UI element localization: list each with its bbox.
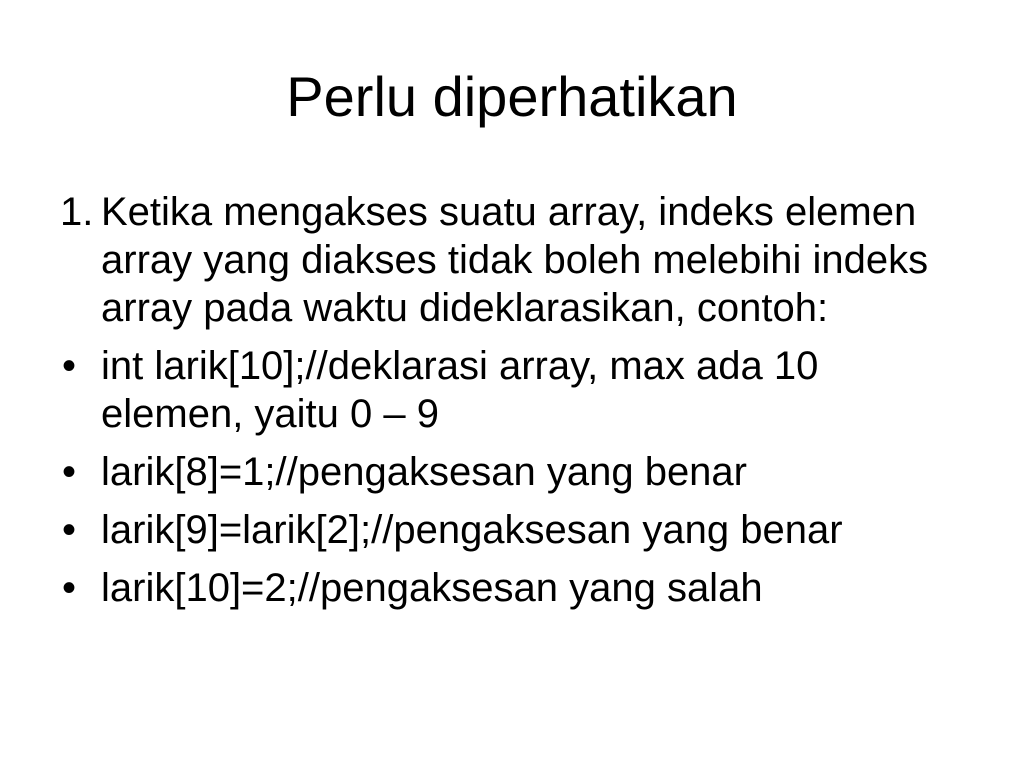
item-text: int larik[10];//deklarasi array, max ada 10 elemen, yaitu 0 – 9: [101, 344, 819, 436]
body-list: [60, 188, 960, 622]
numbered-item-1: [60, 188, 960, 332]
item-text: Ketika mengakses suatu array, indeks elemen array yang diakses tidak boleh melebihi indeks array pada waktu dideklarasikan, contoh:: [101, 190, 929, 330]
bullet-icon: •: [62, 450, 77, 494]
item-text: larik[10]=2;//pengaksesan yang salah: [101, 566, 763, 610]
bullet-icon: •: [62, 508, 77, 552]
bullet-icon: •: [62, 344, 77, 388]
bullet-item-access-10: [60, 564, 960, 612]
bullet-item-access-8: [60, 448, 960, 496]
slide-title: Perlu diperhatikan: [286, 65, 738, 128]
item-text: larik[9]=larik[2];//pengaksesan yang benar: [101, 508, 843, 552]
item-number: 1.: [60, 190, 94, 234]
item-text: larik[8]=1;//pengaksesan yang benar: [101, 450, 747, 494]
bullet-icon: •: [62, 566, 77, 610]
bullet-item-access-9: [60, 506, 960, 554]
bullet-item-declaration: [60, 342, 960, 438]
